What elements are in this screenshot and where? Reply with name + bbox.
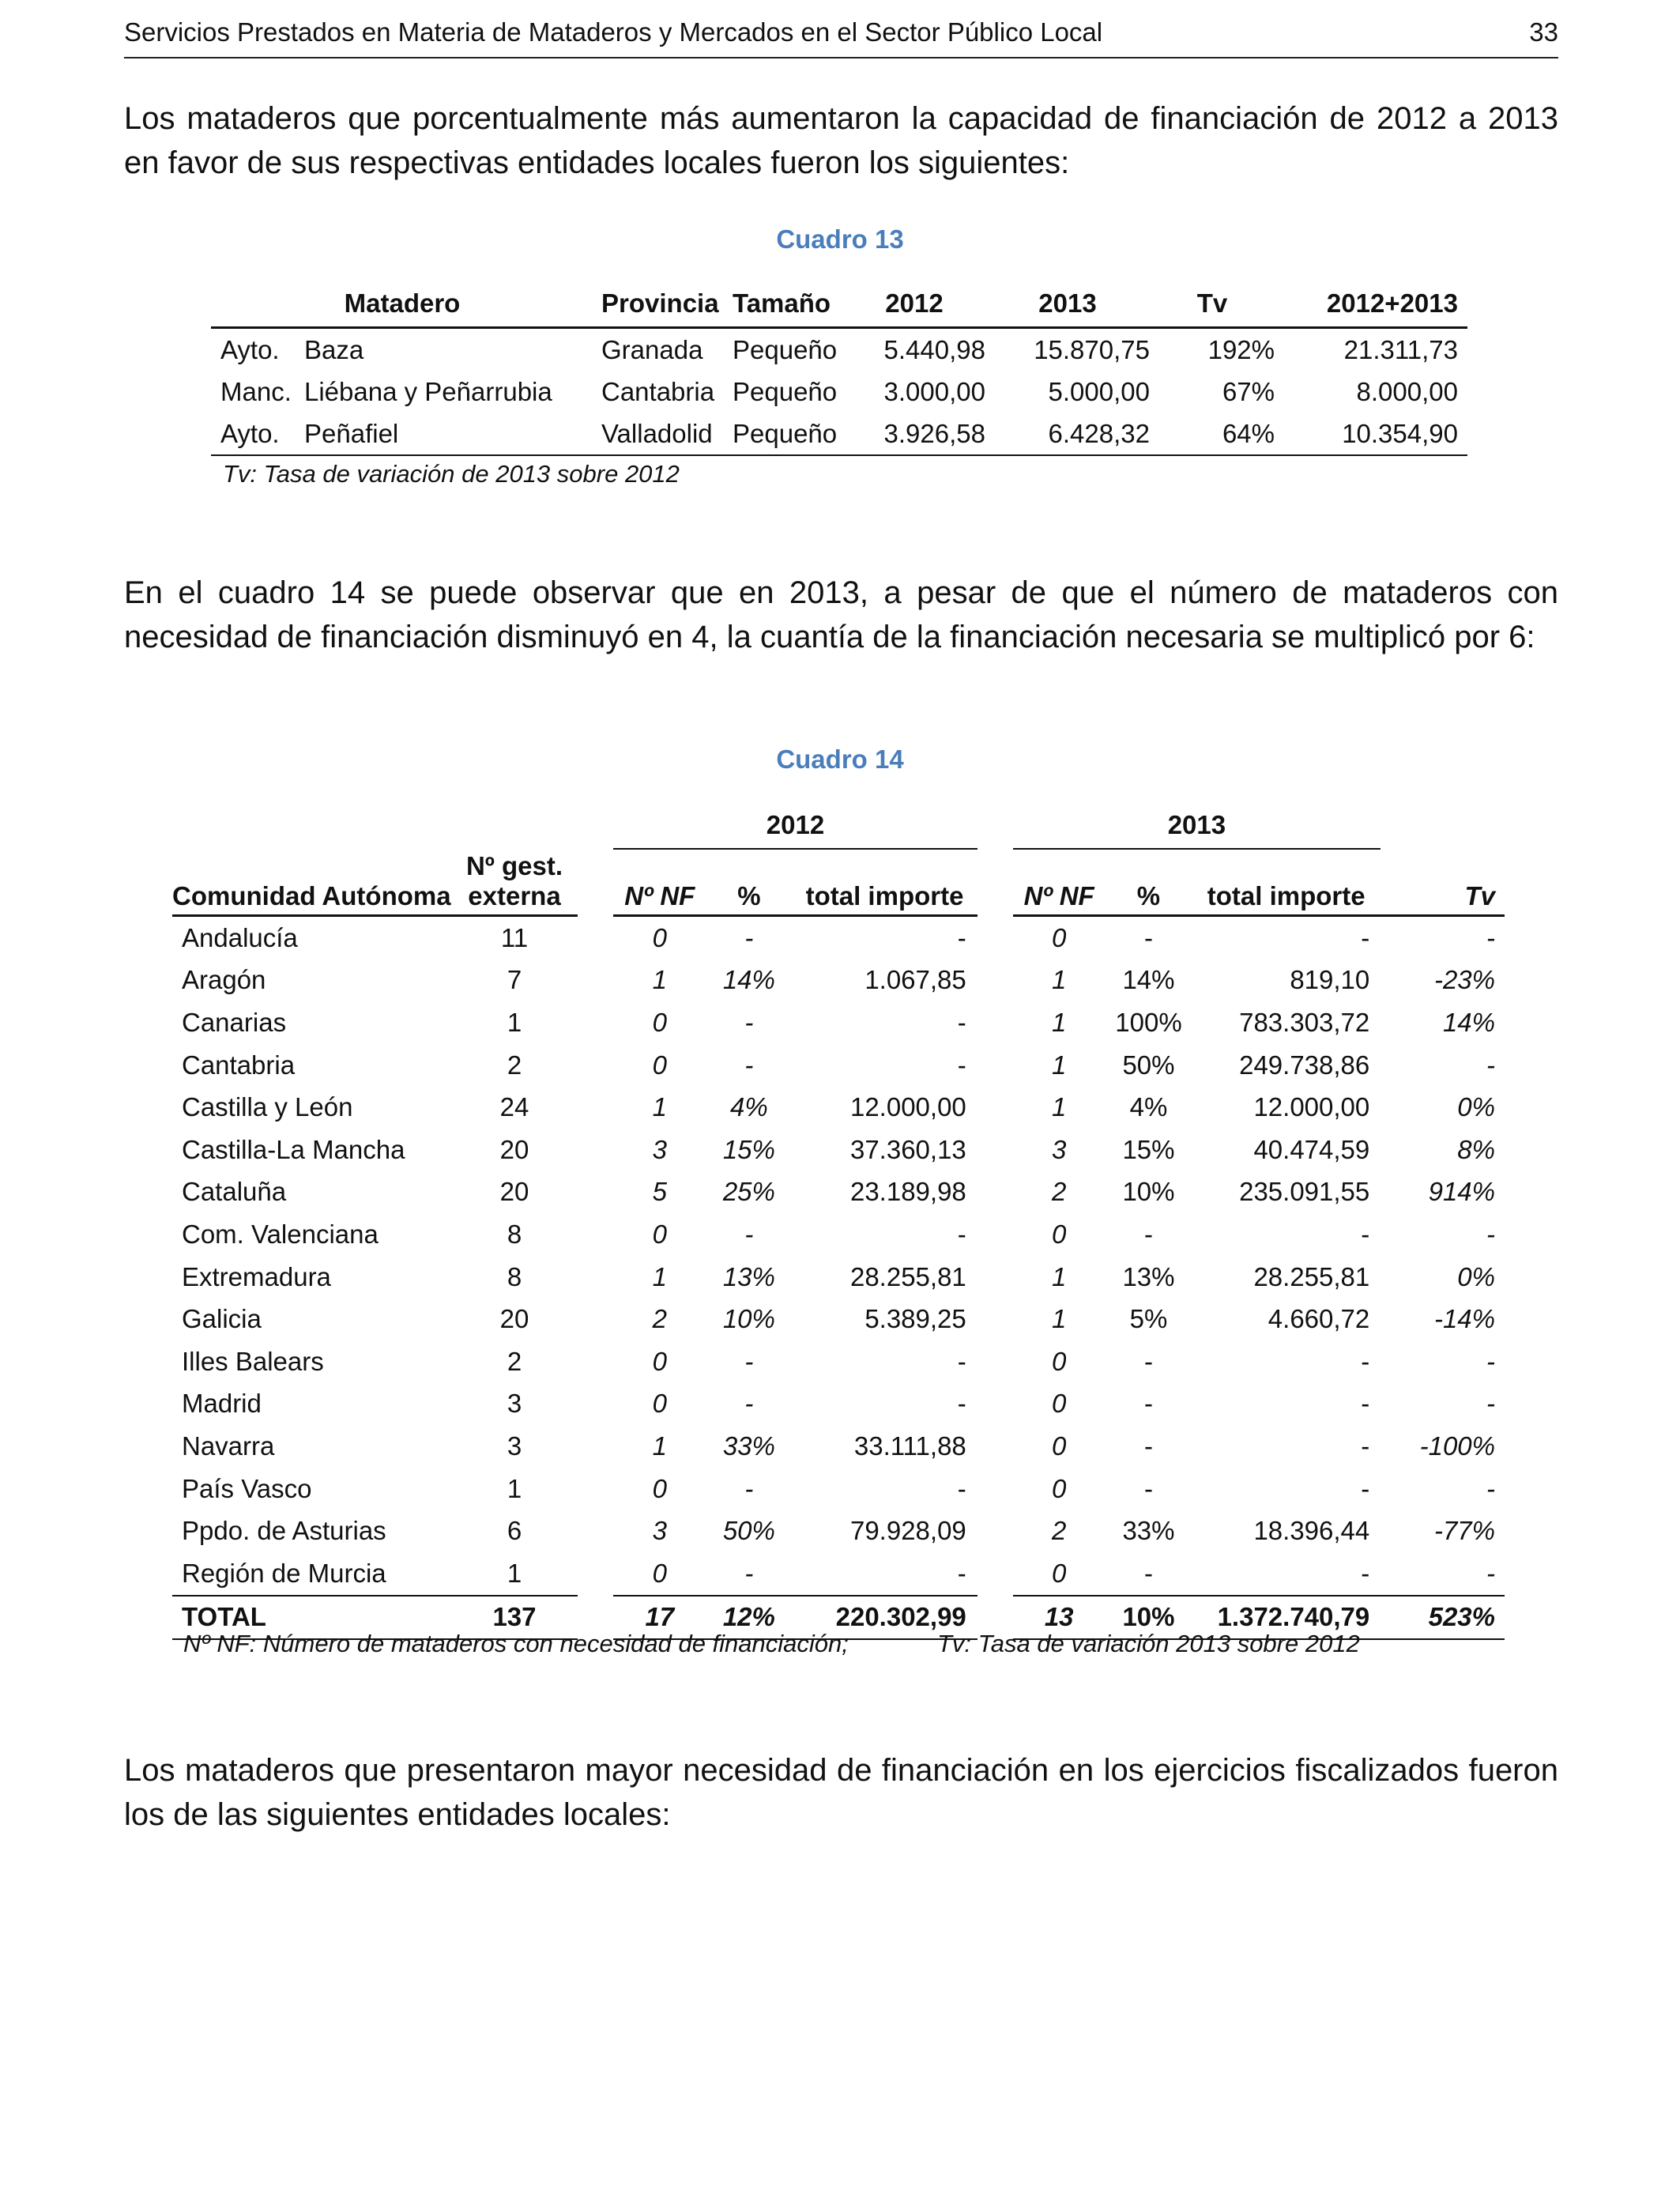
cell-tamano: Pequeño: [733, 413, 843, 455]
cell-gest: 20: [499, 1134, 529, 1164]
table-row: [172, 1510, 1505, 1552]
table-row: [172, 959, 1505, 1002]
cell-p12: 15%: [722, 1134, 775, 1164]
cell-gest: 2: [507, 1346, 522, 1376]
col-year-2013: 2013: [1013, 802, 1381, 849]
cell-nf13: 1: [1052, 965, 1067, 995]
cell-nf13: 0: [1052, 1558, 1067, 1588]
cell-t13: 235.091,55: [1239, 1177, 1370, 1207]
cell-nf12: 2: [652, 1304, 667, 1334]
cell-nf13: 1: [1052, 1304, 1067, 1334]
cell-t12: 23.189,98: [849, 1177, 966, 1207]
cuadro-13-header-row: [211, 280, 1467, 328]
cell-tv: 523%: [1381, 1596, 1505, 1640]
cuadro-14-caption: Cuadro 14: [776, 745, 904, 774]
spacer: [977, 1044, 1013, 1087]
cell-tamano: Pequeño: [733, 376, 838, 406]
cell-nf13: 1: [1052, 1050, 1067, 1080]
cell-gest: 8: [507, 1219, 522, 1249]
cell-2013: 6.428,32: [985, 413, 1150, 455]
cell-nf12: 1: [652, 1092, 667, 1122]
cell-ca: Cantabria: [182, 1050, 296, 1080]
cell-ca: Madrid: [182, 1389, 262, 1419]
cell-p12: 4%: [730, 1092, 768, 1122]
cell-p13: -: [1143, 1346, 1153, 1376]
cell-ca: Navarra: [182, 1431, 275, 1461]
cell-gest: 3: [507, 1431, 522, 1461]
cell-p13: 50%: [1122, 1050, 1175, 1080]
paragraph-1: Los mataderos que porcentualmente más aumentaron la capacidad de financiación de 2012 a 2013 en favor de sus respectivas entidades locales fueron los siguientes:: [124, 101, 1558, 180]
cell-tipo: Ayto.: [211, 413, 304, 455]
cell-gest: 20: [499, 1177, 529, 1207]
table-row: [172, 1086, 1505, 1129]
cell-t13: 783.303,72: [1239, 1007, 1370, 1037]
table-row: [211, 413, 1467, 455]
cell-tv: 0%: [1457, 1092, 1495, 1122]
cuadro-13-caption: Cuadro 13: [776, 224, 904, 254]
page-number: 33: [1529, 17, 1558, 47]
cell-nf12: 0: [652, 1007, 667, 1037]
col-tv: Tv: [1381, 802, 1505, 916]
cell-p12: -: [744, 1473, 754, 1503]
cell-p12: 14%: [722, 965, 775, 995]
cell-provincia: Cantabria: [601, 376, 715, 406]
cell-t13: -: [1361, 1473, 1370, 1503]
cell-p13: 10%: [1106, 1596, 1192, 1640]
spacer: [977, 1213, 1013, 1256]
cell-t13: 18.396,44: [1253, 1516, 1370, 1546]
cell-tv: -100%: [1419, 1431, 1495, 1461]
spacer: [578, 1129, 613, 1171]
spacer: [578, 1001, 613, 1044]
spacer: [977, 1552, 1013, 1596]
cuadro-14-note-nf: Nº NF: Número de mataderos con necesidad de financiación;: [183, 1630, 849, 1657]
spacer: [977, 1171, 1013, 1214]
cell-sum: 21.311,73: [1343, 334, 1458, 364]
col-total-2013: total importe: [1192, 849, 1381, 916]
col-comunidad: Comunidad Autónoma: [172, 802, 451, 916]
spacer: [578, 1298, 613, 1340]
cell-nf12: 5: [652, 1177, 667, 1207]
cell-p13: -: [1143, 1219, 1153, 1249]
cell-p12: -: [744, 1050, 754, 1080]
cell-p12: 50%: [722, 1516, 775, 1546]
cell-gest: 8: [507, 1261, 522, 1291]
table-row: [172, 1129, 1505, 1171]
spacer: [977, 1383, 1013, 1426]
spacer: [977, 1468, 1013, 1510]
paragraph-3: Los mataderos que presentaron mayor necesidad de financiación en los ejercicios fiscalizados fueron los de las siguientes entidades locales:: [124, 1753, 1558, 1832]
cell-provincia: Valladolid: [593, 413, 733, 455]
col-tv: Tv: [1150, 280, 1275, 328]
cell-nombre: Baza: [304, 334, 364, 364]
cell-t13: -: [1361, 1346, 1370, 1376]
cell-ca: Cataluña: [182, 1177, 287, 1207]
cell-gest: 6: [507, 1516, 522, 1546]
cell-gest: 7: [507, 965, 522, 995]
cell-gest: 137: [451, 1596, 578, 1640]
col-sum: 2012+2013: [1275, 280, 1467, 328]
cell-t12: -: [957, 1389, 966, 1419]
col-year-2012: 2012: [613, 802, 977, 849]
cell-tv: 0%: [1457, 1261, 1495, 1291]
cell-nf13: 0: [1052, 1431, 1067, 1461]
table-row: [172, 1552, 1505, 1596]
table-row: [172, 1044, 1505, 1087]
cell-nf12: 0: [652, 1050, 667, 1080]
spacer: [977, 1001, 1013, 1044]
col-2013: 2013: [985, 280, 1150, 328]
cell-gest: 11: [500, 922, 529, 952]
spacer: [977, 1256, 1013, 1299]
cell-t13: 249.738,86: [1239, 1050, 1370, 1080]
cell-p13: 14%: [1122, 965, 1175, 995]
cell-p13: 4%: [1129, 1092, 1168, 1122]
cell-t12: 28.255,81: [849, 1261, 966, 1291]
spacer: [977, 1425, 1013, 1468]
cell-nf13: 0: [1052, 1473, 1067, 1503]
cell-tamano: Pequeño: [733, 334, 838, 364]
cell-nf13: 2: [1052, 1177, 1067, 1207]
cell-tipo: Manc.: [220, 376, 292, 406]
cell-p12: -: [744, 1007, 754, 1037]
cell-tv: 64%: [1150, 413, 1275, 455]
table-row: [211, 328, 1467, 371]
spacer: [578, 1552, 613, 1596]
spacer: [578, 1086, 613, 1129]
page-header: [124, 14, 1558, 58]
cell-ca: Illes Balears: [182, 1346, 324, 1376]
cell-p12: -: [744, 1558, 754, 1588]
cell-nf12: 1: [652, 965, 667, 995]
cell-t13: 28.255,81: [1253, 1261, 1370, 1291]
cell-tv: 914%: [1428, 1177, 1495, 1207]
cell-tv: -23%: [1433, 965, 1495, 995]
cell-ca: Castilla-La Mancha: [182, 1134, 405, 1164]
cell-ca: Andalucía: [182, 922, 298, 952]
spacer: [977, 1086, 1013, 1129]
cell-p13: -: [1143, 1558, 1153, 1588]
cell-p12: 12%: [706, 1596, 792, 1640]
cell-t12: 79.928,09: [849, 1516, 966, 1546]
cell-ca: Extremadura: [182, 1261, 331, 1291]
table-row: [172, 1383, 1505, 1426]
cell-p12: 25%: [722, 1177, 775, 1207]
cell-nf12: 0: [652, 1473, 667, 1503]
cell-p12: 13%: [722, 1261, 775, 1291]
spacer: [977, 1510, 1013, 1552]
cell-nf13: 3: [1052, 1134, 1067, 1164]
cell-tv: 8%: [1457, 1134, 1495, 1164]
cell-sum: 8.000,00: [1356, 376, 1458, 406]
cell-p13: 15%: [1122, 1134, 1175, 1164]
cell-tv: 192%: [1207, 334, 1275, 364]
cell-nf13: 1: [1052, 1092, 1067, 1122]
cell-p12: -: [744, 1389, 754, 1419]
cell-gest: 2: [507, 1050, 522, 1080]
col-matadero: Matadero: [211, 280, 593, 328]
cell-ca: Aragón: [182, 965, 266, 995]
spacer: [977, 1298, 1013, 1340]
cell-nf12: 1: [652, 1431, 667, 1461]
col-pct-2013: %: [1106, 849, 1192, 916]
spacer: [977, 1340, 1013, 1383]
spacer: [578, 1468, 613, 1510]
cell-gest: 20: [499, 1304, 529, 1334]
cell-t12: -: [957, 1346, 966, 1376]
cell-tv: -: [1486, 1050, 1495, 1080]
col-2012: 2012: [843, 280, 985, 328]
cell-ca: Canarias: [182, 1007, 287, 1037]
cell-ca: Castilla y León: [182, 1092, 353, 1122]
cell-2013: 15.870,75: [1034, 334, 1150, 364]
cuadro-14-table: [172, 802, 1505, 1640]
cell-ca: Ppdo. de Asturias: [182, 1516, 386, 1546]
col-provincia: Provincia: [593, 280, 733, 328]
cell-t12: -: [957, 922, 966, 952]
cell-gest: 24: [499, 1092, 529, 1122]
col-pct-2012: %: [706, 849, 792, 916]
cell-p12: 10%: [722, 1304, 775, 1334]
cell-nf13: 0: [1052, 1389, 1067, 1419]
cell-ca: Región de Murcia: [182, 1558, 386, 1588]
spacer: [578, 1425, 613, 1468]
table-row: [211, 371, 1467, 413]
table-row: [172, 1213, 1505, 1256]
cell-t13: -: [1361, 1431, 1370, 1461]
table-row: [172, 1468, 1505, 1510]
cell-gest: 1: [507, 1007, 522, 1037]
table-row: [172, 1298, 1505, 1340]
cell-nf12: 1: [652, 1261, 667, 1291]
cell-nf12: 3: [652, 1134, 667, 1164]
table-row: [172, 1340, 1505, 1383]
cell-2012: 5.440,98: [883, 334, 985, 364]
cell-p13: -: [1143, 1473, 1153, 1503]
spacer: [578, 916, 613, 959]
cell-p12: -: [744, 1219, 754, 1249]
cell-tv: 67%: [1222, 376, 1275, 406]
spacer: [578, 1171, 613, 1214]
cell-tv: -: [1486, 922, 1495, 952]
cell-t12: -: [957, 1007, 966, 1037]
cell-p13: 13%: [1122, 1261, 1175, 1291]
cell-p13: 10%: [1122, 1177, 1175, 1207]
cell-tv: -: [1486, 1558, 1495, 1588]
table-row: [172, 1256, 1505, 1299]
col-tamano: Tamaño: [733, 280, 843, 328]
cell-nombre: Peñafiel: [304, 413, 593, 455]
table-row: [172, 916, 1505, 959]
cell-nf12: 0: [652, 1558, 667, 1588]
cell-gest: 1: [507, 1558, 522, 1588]
spacer: [578, 1044, 613, 1087]
cell-2012: 3.926,58: [843, 413, 985, 455]
cell-nombre: Liébana y Peñarrubia: [304, 376, 552, 406]
cell-t12: 220.302,99: [792, 1596, 977, 1640]
cell-t12: -: [957, 1050, 966, 1080]
cell-nf12: 0: [652, 922, 667, 952]
cell-t12: 1.067,85: [864, 965, 966, 995]
cell-2012: 3.000,00: [883, 376, 985, 406]
cell-nf12: 0: [652, 1389, 667, 1419]
cell-tipo: Ayto.: [220, 334, 280, 364]
spacer: [578, 1383, 613, 1426]
col-gest: Nº gest. externa: [451, 802, 578, 916]
cell-t13: 1.372.740,79: [1192, 1596, 1381, 1640]
cell-ca: País Vasco: [182, 1473, 312, 1503]
cell-gest: 1: [507, 1473, 522, 1503]
paragraph-2: En el cuadro 14 se puede observar que en 2013, a pesar de que el número de mataderos con necesidad de financiación disminuyó en 4, la cuantía de la financiación necesaria se multiplicó por 6:: [124, 575, 1558, 654]
spacer: [578, 1256, 613, 1299]
cell-t13: -: [1361, 1558, 1370, 1588]
cell-t13: -: [1361, 922, 1370, 952]
spacer: [977, 1129, 1013, 1171]
spacer: [977, 916, 1013, 959]
cell-p12: -: [744, 922, 754, 952]
table-row: [172, 1425, 1505, 1468]
cell-t12: -: [957, 1558, 966, 1588]
cell-nf13: 0: [1052, 922, 1067, 952]
cell-nf12: 0: [652, 1346, 667, 1376]
cuadro-14-note-tv: Tv: Tasa de variación 2013 sobre 2012: [937, 1630, 1360, 1657]
cell-p12: -: [744, 1346, 754, 1376]
cell-nf13: 2: [1052, 1516, 1067, 1546]
cell-tv: 14%: [1442, 1007, 1495, 1037]
cell-p13: -: [1143, 1431, 1153, 1461]
col-nnf-2012: Nº NF: [613, 849, 706, 916]
spacer: [977, 959, 1013, 1002]
cell-tv: -: [1486, 1346, 1495, 1376]
col-total-2012: total importe: [792, 849, 977, 916]
cell-t12: 12.000,00: [849, 1092, 966, 1122]
cell-ca: Com. Valenciana: [182, 1219, 379, 1249]
cell-t13: 40.474,59: [1253, 1134, 1370, 1164]
cell-nf13: 1: [1052, 1007, 1067, 1037]
spacer: [578, 1510, 613, 1552]
table-row: [172, 1001, 1505, 1044]
cell-nf13: 1: [1052, 1261, 1067, 1291]
running-title: Servicios Prestados en Materia de Mataderos y Mercados en el Sector Público Local: [124, 17, 1103, 47]
cuadro-14-year-row: [172, 802, 1505, 849]
cell-nf12: 17: [613, 1596, 706, 1640]
col-nnf-2013: Nº NF: [1013, 849, 1106, 916]
cell-t12: 37.360,13: [849, 1134, 966, 1164]
cell-nf13: 13: [1013, 1596, 1106, 1640]
cell-t12: -: [957, 1219, 966, 1249]
cell-nf13: 0: [1052, 1346, 1067, 1376]
cell-p13: 33%: [1122, 1516, 1175, 1546]
cell-tv: -: [1486, 1473, 1495, 1503]
cell-nf12: 0: [652, 1219, 667, 1249]
cell-t13: 12.000,00: [1253, 1092, 1370, 1122]
cell-ca: TOTAL: [172, 1596, 451, 1640]
cell-t13: 4.660,72: [1268, 1304, 1370, 1334]
cell-tv: -14%: [1433, 1304, 1495, 1334]
cell-tv: -: [1486, 1389, 1495, 1419]
cell-t12: -: [957, 1473, 966, 1503]
spacer: [578, 1340, 613, 1383]
spacer: [578, 1213, 613, 1256]
cell-t12: 5.389,25: [864, 1304, 966, 1334]
cell-provincia: Granada: [601, 334, 703, 364]
cuadro-13-table: [211, 280, 1467, 456]
cell-nf12: 3: [652, 1516, 667, 1546]
cell-p13: -: [1143, 922, 1153, 952]
cuadro-13-note: Tv: Tasa de variación de 2013 sobre 2012: [223, 460, 680, 488]
table-row: [172, 1171, 1505, 1214]
cell-t13: -: [1361, 1389, 1370, 1419]
cell-p13: -: [1143, 1389, 1153, 1419]
cell-t13: -: [1361, 1219, 1370, 1249]
cell-tv: -77%: [1433, 1516, 1495, 1546]
cell-ca: Galicia: [182, 1304, 262, 1334]
cell-tv: -: [1486, 1219, 1495, 1249]
cell-sum: 10.354,90: [1275, 413, 1467, 455]
cell-p12: 33%: [722, 1431, 775, 1461]
cell-p13: 5%: [1129, 1304, 1168, 1334]
spacer: [578, 959, 613, 1002]
cell-nf13: 0: [1052, 1219, 1067, 1249]
cell-p13: 100%: [1115, 1007, 1182, 1037]
cell-gest: 3: [507, 1389, 522, 1419]
cell-2013: 5.000,00: [1048, 376, 1150, 406]
cell-t13: 819,10: [1290, 965, 1370, 995]
cell-t12: 33.111,88: [853, 1431, 966, 1461]
